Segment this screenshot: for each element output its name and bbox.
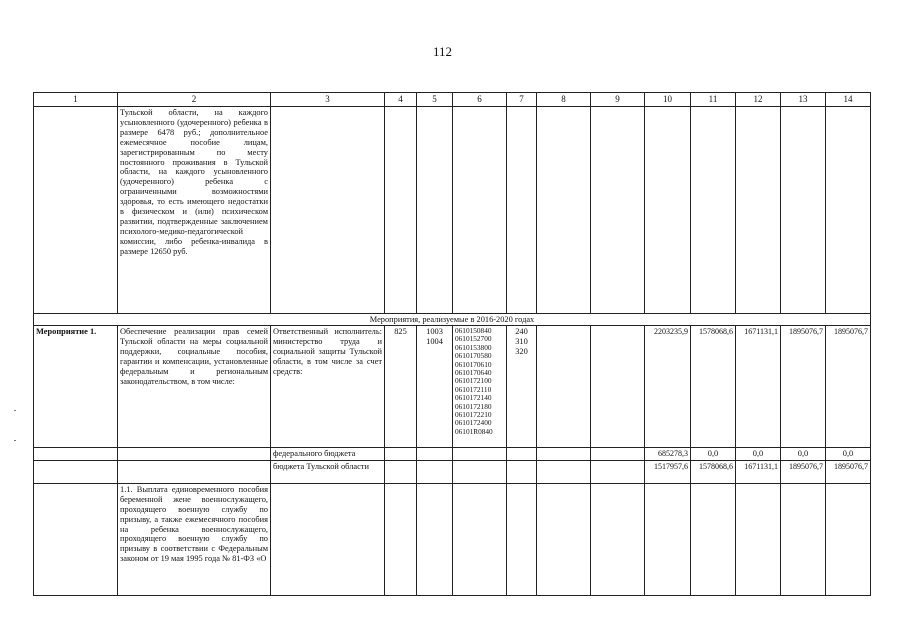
fed-col5 [417,448,453,461]
header-cell-3: 3 [271,93,385,107]
event-1-code-target: 0610150840 0610152700 0610153800 0610170580 0610170610 0610170640 0610172100 0610172110 0610172140 0610172180 0610172210 0610172400 06101R0840 [453,326,507,448]
header-cell-6: 6 [453,93,507,107]
event-1-col8 [537,326,591,448]
cont-col13 [781,107,826,314]
sub11-col13 [781,483,826,595]
program-table [33,92,871,596]
cont-col10 [645,107,691,314]
header-cell-4: 4 [385,93,417,107]
fed-col7 [507,448,537,461]
reg-col4 [385,460,417,483]
event-1-code-ministry: 825 [385,326,417,448]
cont-col5 [417,107,453,314]
fed-col1 [34,448,118,461]
fed-col9 [591,448,645,461]
subitem-1-1-description: 1.1. Выплата единовременного пособия беременной жене военнослужащего, проходящего военную службу по призыву, а также ежемесячного пособия на ребенка военнослужащего, проходящего военную службу по призыву в соответствии с Федеральным законом от 19 мая 1995 года № 81-ФЗ «О [118,483,271,595]
scan-speck [14,440,16,441]
fed-year-2017: 0,0 [691,448,736,461]
cont-col12 [736,107,781,314]
reg-col6 [453,460,507,483]
reg-year-2016: 1517957,6 [645,460,691,483]
sub11-col5 [417,483,453,595]
event-1-col9 [591,326,645,448]
continuation-row [34,107,871,314]
reg-year-2019: 1895076,7 [781,460,826,483]
sub11-col9 [591,483,645,595]
sub11-col10 [645,483,691,595]
reg-col2 [118,460,271,483]
section-title: Мероприятия, реализуемые в 2016-2020 годах [34,314,871,326]
event-1-year-2016: 2203235,9 [645,326,691,448]
reg-source: бюджета Тульской области [271,460,385,483]
reg-col8 [537,460,591,483]
cont-col9 [591,107,645,314]
header-cell-2: 2 [118,93,271,107]
event-1-row [34,326,871,448]
event-1-year-2020: 1895076,7 [826,326,871,448]
cont-col8 [537,107,591,314]
cont-col7 [507,107,537,314]
sub11-col4 [385,483,417,595]
header-cell-7: 7 [507,93,537,107]
fed-year-2019: 0,0 [781,448,826,461]
event-1-year-2018: 1671131,1 [736,326,781,448]
sub11-col8 [537,483,591,595]
cont-col11 [691,107,736,314]
sub11-col1 [34,483,118,595]
reg-year-2017: 1578068,6 [691,460,736,483]
event-1-year-2019: 1895076,7 [781,326,826,448]
fed-source: федерального бюджета [271,448,385,461]
reg-col7 [507,460,537,483]
event-1-executor: Ответственный исполнитель: министерство труда и социальной защиты Тульской области, в том числе за счет средств: [271,326,385,448]
cont-description: Тульской области, на каждого усыновленного (удочеренного) ребенка в размере 6478 руб.; дополнительное ежемесячное пособие лицам, зарегистрированным по месту постоянного проживания в Тульской области, на каждого усыновленного (удочеренного) ребенка с ограниченными возможностями здоровья, то есть имеющего недостатки в физическом и (или) психическом развитии, подтвержденные заключением психолого-медико-педагогической комиссии, либо ребенка-инвалида в размере 12650 руб. [118,107,271,314]
reg-year-2018: 1671131,1 [736,460,781,483]
fed-col2 [118,448,271,461]
sub11-col6 [453,483,507,595]
fed-col6 [453,448,507,461]
sub11-col11 [691,483,736,595]
header-cell-8: 8 [537,93,591,107]
cont-col6 [453,107,507,314]
header-cell-1: 1 [34,93,118,107]
fed-year-2018: 0,0 [736,448,781,461]
cont-col1 [34,107,118,314]
reg-year-2020: 1895076,7 [826,460,871,483]
sub11-col12 [736,483,781,595]
reg-col9 [591,460,645,483]
sub11-col3 [271,483,385,595]
cont-col4 [385,107,417,314]
federal-budget-row [34,448,871,461]
regional-budget-row [34,460,871,483]
scan-speck [14,410,16,411]
page-number: 112 [433,44,453,59]
fed-year-2020: 0,0 [826,448,871,461]
header-cell-10: 10 [645,93,691,107]
header-cell-12: 12 [736,93,781,107]
reg-col5 [417,460,453,483]
header-cell-5: 5 [417,93,453,107]
header-cell-13: 13 [781,93,826,107]
event-1-description: Обеспечение реализации прав семей Тульской области на меры социальной поддержки, социальные пособия, гарантии и компенсации, установленные федеральным и региональным законодательством, в том числе: [118,326,271,448]
event-1-code-expense: 240 310 320 [507,326,537,448]
reg-col1 [34,460,118,483]
event-1-code-section: 1003 1004 [417,326,453,448]
sub11-col14 [826,483,871,595]
header-row [34,93,871,107]
event-1-label: Мероприятие 1. [34,326,118,448]
subitem-1-1-row [34,483,871,595]
section-row [34,314,871,326]
fed-col4 [385,448,417,461]
sub11-col7 [507,483,537,595]
cont-col3 [271,107,385,314]
header-cell-11: 11 [691,93,736,107]
header-cell-14: 14 [826,93,871,107]
header-cell-9: 9 [591,93,645,107]
event-1-year-2017: 1578068,6 [691,326,736,448]
fed-year-2016: 685278,3 [645,448,691,461]
cont-col14 [826,107,871,314]
fed-col8 [537,448,591,461]
